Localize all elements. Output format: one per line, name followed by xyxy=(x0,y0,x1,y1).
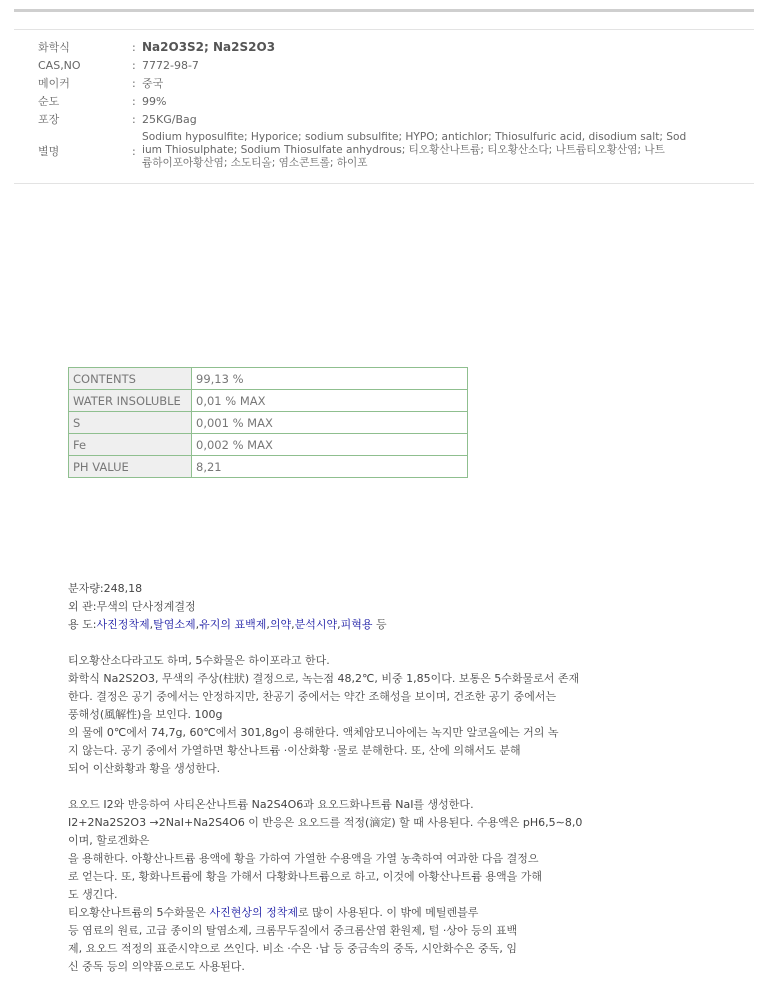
appearance: 외 관:무색의 단사정계결정 xyxy=(68,600,196,613)
spec-label: 별명 xyxy=(38,145,60,158)
spec-colon: : xyxy=(132,113,136,126)
description-paragraph-1 xyxy=(68,652,638,778)
spec-label: 화학식 xyxy=(38,41,70,54)
use-separator: , xyxy=(149,618,154,631)
paragraph-line: 제, 요오드 적정의 표준시약으로 쓰인다. 비소 ·수은 ·납 등 중금속의 중독, 시안화수은 중독, 임 xyxy=(68,942,517,955)
spec-colon: : xyxy=(132,77,136,90)
paragraph-line: 요오드 I2와 반응하여 사티온산나트륨 Na2S4O6과 요오드화나트륨 NaI를 생성한다. xyxy=(68,798,474,811)
description-paragraph-3 xyxy=(68,904,638,976)
spec-value-purity: 99% xyxy=(142,95,167,108)
spec-value-maker: 중국 xyxy=(142,77,164,90)
paragraph-line: 화학식 Na2S2O3, 무색의 주상(柱狀) 결정으로, 녹는점 48,2℃, 비중 1,85이다. 보통은 5수화물로서 존재 xyxy=(68,672,580,685)
table-row xyxy=(69,456,468,478)
paragraph-line: 신 중독 등의 의약품으로도 사용된다. xyxy=(68,960,245,973)
use-link[interactable]: 분석시약 xyxy=(294,618,338,631)
spec-value-packing: 25KG/Bag xyxy=(142,113,197,126)
spec-colon: : xyxy=(132,41,136,54)
spec-label: CAS,NO xyxy=(38,59,81,72)
paragraph-line: 등 염료의 원료, 고급 종이의 탈염소제, 크롬무두질에서 중크롬산염 환원제, 털 ·상아 등의 표백 xyxy=(68,924,518,937)
table-row xyxy=(69,434,468,456)
use-separator: , xyxy=(337,618,341,631)
spec-colon: : xyxy=(132,95,136,108)
table-row xyxy=(69,368,468,390)
top-divider xyxy=(14,9,754,12)
table-row xyxy=(69,390,468,412)
product-spec-box xyxy=(14,29,754,184)
spec-colon: : xyxy=(132,59,136,72)
paragraph-text: 티오황산나트륨의 5수화물은 xyxy=(68,906,210,919)
paragraph-line xyxy=(68,904,638,922)
analysis-value: 99,13 % xyxy=(192,368,468,390)
use-link[interactable]: 탈염소제 xyxy=(153,618,196,631)
alias-line: ium Thiosulphate; Sodium Thiosulfate anhydrous; 티오황산나트륨; 티오황산소다; 나트륨티오황산염; 나트 xyxy=(142,144,665,156)
alias-line: Sodium hyposulfite; Hyporice; sodium subsulfite; HYPO; antichlor; Thiosulfuric acid, disodium salt; Sod xyxy=(142,131,687,143)
uses-suffix: 등 xyxy=(372,618,387,631)
description-paragraph-2 xyxy=(68,796,638,904)
paragraph-line: I2+2Na2S2O3 →2NaI+Na2S4O6 이 반응은 요오드를 적정(滴定) 할 때 사용된다. 수용액은 pH6,5∼8,0 xyxy=(68,816,583,829)
analysis-item: Fe xyxy=(69,434,192,456)
paragraph-line: 한다. 결정은 공기 중에서는 안정하지만, 찬공기 중에서는 약간 조해성을 보이며, 건조한 공기 중에서는 xyxy=(68,690,557,703)
analysis-value: 8,21 xyxy=(192,456,468,478)
analysis-item: S xyxy=(69,412,192,434)
paragraph-line: 풍해성(風解性)을 보인다. 100g xyxy=(68,708,223,721)
use-link[interactable]: 사진정착제 xyxy=(96,618,150,631)
analysis-item: WATER INSOLUBLE xyxy=(69,390,192,412)
use-link[interactable]: 의약 xyxy=(269,618,292,631)
paragraph-line: 되어 이산화황과 황을 생성한다. xyxy=(68,762,221,775)
uses-line xyxy=(68,616,638,634)
alias-line: 륨하이포아황산염; 소도티올; 염소콘트롤; 하이포 xyxy=(142,157,368,169)
paragraph-line: 도 생긴다. xyxy=(68,888,118,901)
uses-label: 용 도: xyxy=(68,618,97,631)
analysis-value: 0,002 % MAX xyxy=(192,434,468,456)
spec-value-formula: Na2O3S2; Na2S2O3 xyxy=(142,40,276,54)
use-separator: , xyxy=(291,618,295,631)
spec-label: 순도 xyxy=(38,95,60,108)
analysis-item: CONTENTS xyxy=(69,368,192,390)
paragraph-line: 을 용해한다. 아황산나트륨 용액에 황을 가하여 가열한 수용액을 가열 농축하여 여과한 다음 결정으 xyxy=(68,852,539,865)
spec-colon: : xyxy=(132,145,136,158)
molecular-weight: 분자량:248,18 xyxy=(68,582,143,595)
use-separator: , xyxy=(195,618,200,631)
paragraph-line: 로 얻는다. 또, 황화나트륨에 황을 가해서 다황화나트륨으로 하고, 이것에 아황산나트륨 용액을 가해 xyxy=(68,870,542,883)
paragraph-text: 로 많이 사용된다. 이 밖에 메틸렌블루 xyxy=(298,906,479,919)
analysis-table xyxy=(68,367,468,478)
analysis-value: 0,01 % MAX xyxy=(192,390,468,412)
paragraph-line: 의 물에 0℃에서 74,7g, 60℃에서 301,8g이 용해한다. 액체암모니아에는 녹지만 알코올에는 거의 녹 xyxy=(68,726,559,739)
spec-label: 포장 xyxy=(38,113,60,126)
properties-block xyxy=(68,580,638,634)
fixer-link[interactable]: 사진현상의 정착제 xyxy=(209,906,299,919)
use-separator: , xyxy=(266,618,270,631)
paragraph-line: 지 않는다. 공기 중에서 가열하면 황산나트륨 ·이산화황 ·물로 분해한다. 또, 산에 의해서도 분해 xyxy=(68,744,521,757)
spec-value-aliases xyxy=(142,131,734,170)
paragraph-line: 이며, 할로겐화은 xyxy=(68,834,150,847)
use-link[interactable]: 유지의 표백제 xyxy=(199,618,267,631)
spec-label: 메이커 xyxy=(38,77,70,90)
use-link[interactable]: 피혁용 xyxy=(340,618,373,631)
table-row xyxy=(69,412,468,434)
spec-value-cas: 7772-98-7 xyxy=(142,59,199,72)
analysis-item: PH VALUE xyxy=(69,456,192,478)
paragraph-line: 티오황산소다라고도 하며, 5수화물은 하이포라고 한다. xyxy=(68,654,330,667)
analysis-value: 0,001 % MAX xyxy=(192,412,468,434)
